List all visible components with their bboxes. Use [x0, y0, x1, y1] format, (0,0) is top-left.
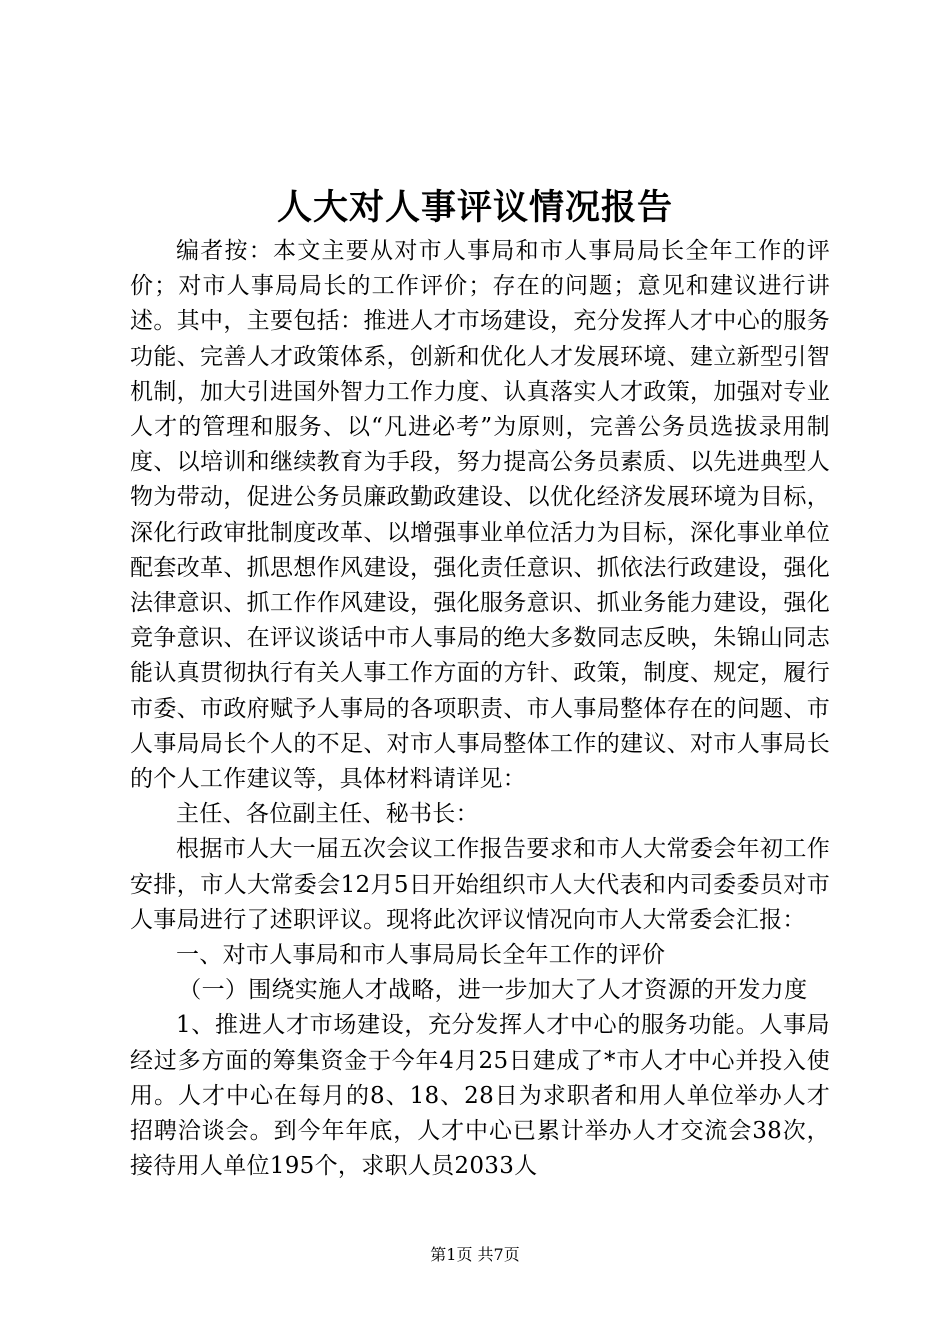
document-body: [130, 234, 830, 1184]
intro-paragraph: 根据市人大一届五次会议工作报告要求和市人大常委会年初工作安排，市人大常委会12月5日开始组织市人大代表和内司委委员对市人事局进行了述职评议。现将此次评议情况向市人大常委会汇报：: [130, 836, 830, 933]
document-title: 人大对人事评议情况报告: [276, 187, 673, 228]
subsection-heading: （一）围绕实施人才战略，进一步加大了人才资源的开发力度: [178, 977, 808, 1004]
page-footer: 第1页 共7页: [430, 1245, 520, 1264]
section-heading: 一、对市人事局和市人事局局长全年工作的评价: [176, 942, 666, 969]
salutation-paragraph: 主任、各位副主任、秘书长：: [176, 801, 479, 828]
editor-note-paragraph: 编者按：本文主要从对市人事局和市人事局局长全年工作的评价；对市人事局局长的工作评价；存在的问题；意见和建议进行讲述。其中，主要包括：推进人才市场建设，充分发挥人才中心的服务功能、完善人才政策体系，创新和优化人才发展环境、建立新型引智机制，加大引进国外智力工作力度、认真落实人才政策，加强对专业人才的管理和服务、以“凡进必考”为原则，完善公务员选拔录用制度、以培训和继续教育为手段，努力提高公务员素质、以先进典型人物为带动，促进公务员廉政勤政建设、以优化经济发展环境为目标，深化行政审批制度改革、以增强事业单位活力为目标，深化事业单位配套改革、抓思想作风建设，强化责任意识、抓依法行政建设，强化法律意识、抓工作作风建设，强化服务意识、抓业务能力建设，强化竞争意识、在评议谈话中市人事局的绝大多数同志反映，朱锦山同志能认真贯彻执行有关人事工作方面的方针、政策，制度、规定，履行市委、市政府赋予人事局的各项职责、市人事局整体存在的问题、市人事局局长个人的不足、对市人事局整体工作的建议、对市人事局长的个人工作建议等，具体材料请详见：: [130, 238, 830, 793]
body-paragraph: 1、推进人才市场建设，充分发挥人才中心的服务功能。人事局经过多方面的筹集资金于今年4月25日建成了*市人才中心并投入使用。人才中心在每月的8、18、28日为求职者和用人单位举办人才招聘洽谈会。到今年年底，人才中心已累计举办人才交流会38次，接待用人单位195个，求职人员2033人: [130, 1012, 830, 1180]
